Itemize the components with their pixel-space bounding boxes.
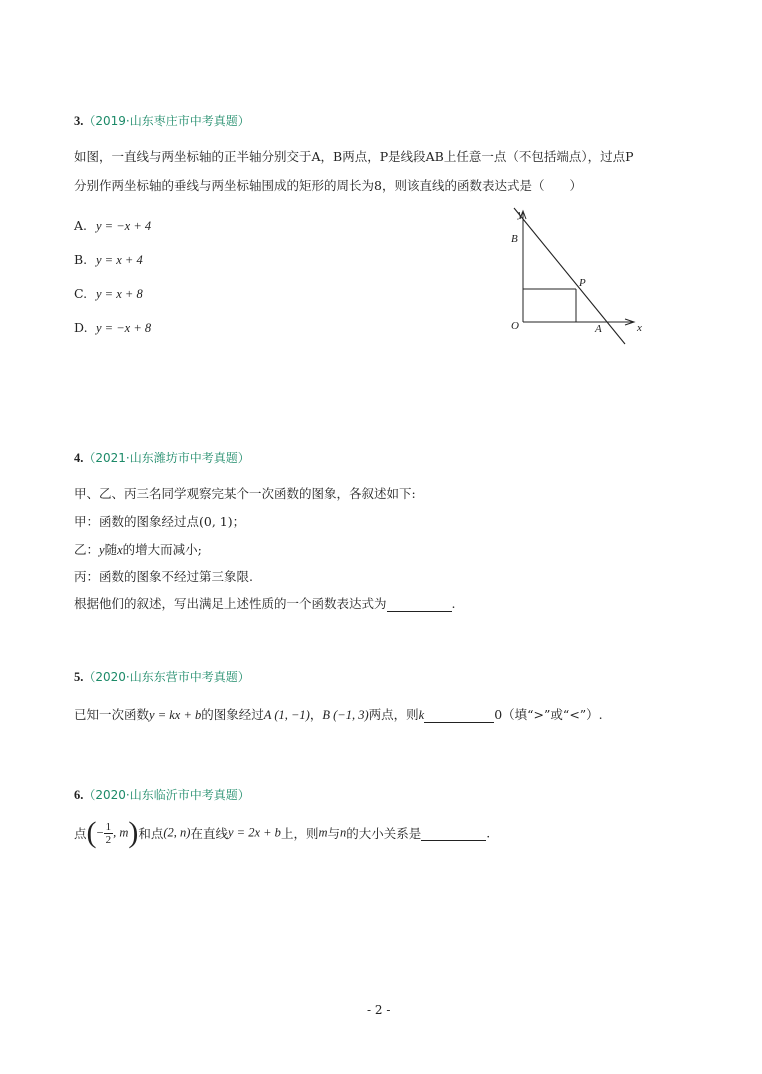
point-p-label: P [579,277,586,289]
q6-line-expr: y = 2x + b [227,825,281,840]
q6-paren-open: ( [86,816,97,849]
q5-text-c: 两点，则 [368,707,419,722]
q6-text-a: 点 [74,826,87,841]
q5-text-d: 0（填“>”或“<”）. [494,707,603,722]
option-letter: A. [74,218,88,233]
q6-frac-den: 2 [105,833,112,846]
q4-header [74,449,250,466]
q6-number: 6. [74,788,84,802]
q4-number: 4. [74,451,84,465]
q4-line3-end: 的增大而减小; [122,542,202,557]
q6-end: . [486,825,491,841]
origin-label: O [511,320,519,332]
q6-text-e: 与 [327,826,340,841]
y-axis-label: y [518,208,523,220]
q6-frac-num: 1 [105,820,112,833]
line-ab [514,208,625,344]
q6-text-b: 和点 [138,826,164,841]
q4-source: （2021·山东潍坊市中考真题） [83,451,250,465]
q6-line [74,818,490,848]
q3-header [74,112,250,129]
q5-expr: y = kx + b [149,708,202,722]
option-letter: D. [74,320,88,335]
q5-source: （2020·山东东营市中考真题） [83,670,250,684]
q4-line3-prefix: 乙： [74,542,100,557]
q3-stem-line2: 分别作两坐标轴的垂线与两坐标轴围成的矩形的周长为8，则该直线的函数表达式是（ ） [74,178,582,193]
q5-point-b: B (−1, 3) [322,708,369,722]
q4-line1: 甲、乙、丙三名同学观察完某个一次函数的图象，各叙述如下: [74,486,416,501]
point-b-label: B [511,233,518,245]
q6-frac-sign: − [96,825,104,840]
q6-fraction [104,821,114,846]
q4-line3 [74,540,202,558]
option-letter: C. [74,286,88,301]
var-y: y [99,543,105,557]
q4-line2: 甲：函数的图象经过点(0, 1)； [74,514,246,529]
q3-number: 3. [74,114,84,128]
q6-text-c: 在直线 [190,826,228,841]
q4-line3-mid: 随 [104,542,118,557]
q6-var-m: m [318,825,328,840]
q5-text-a: 已知一次函数 [74,707,150,722]
option-expr: y = x + 8 [96,287,143,301]
q4-line5 [74,594,456,612]
q6-header [74,786,250,803]
q4-line4: 丙：函数的图象不经过第三象限. [74,569,253,584]
option-expr: y = −x + 4 [96,219,152,233]
q5-answer-blank[interactable] [424,708,494,723]
q6-text-d: 上，则 [280,826,319,841]
option-expr: y = −x + 8 [96,321,152,335]
q5-number: 5. [74,670,84,684]
q6-answer-blank[interactable] [421,826,486,841]
q6-frac-m: , m [113,825,129,840]
q6-point2: (2, n) [163,825,191,840]
q5-text-b: 的图象经过 [201,707,264,722]
q3-option-c[interactable] [74,286,143,302]
q6-paren-close: ) [128,816,139,849]
q5-sep: ， [309,707,323,722]
q4-line5-end: . [451,596,456,611]
option-letter: B. [74,252,88,267]
q6-var-n: n [340,825,347,840]
q4-line5-text: 根据他们的叙述，写出满足上述性质的一个函数表达式为 [74,596,387,611]
q5-point-a: A (1, −1) [263,708,310,722]
point-a-label: A [595,323,602,335]
q3-source: （2019·山东枣庄市中考真题） [83,114,250,128]
q5-header [74,668,250,685]
q3-option-d[interactable] [74,320,151,336]
q3-stem-line1: 如图，一直线与两坐标轴的正半轴分别交于A，B两点，P是线段AB上任意一点（不包括端点），过点P [74,149,634,164]
option-expr: y = x + 4 [96,253,143,267]
q5-var-k: k [418,708,425,722]
q3-figure [500,205,650,350]
q3-option-b[interactable] [74,252,143,268]
q6-source: （2020·山东临沂市中考真题） [83,788,250,802]
q6-text-f: 的大小关系是 [346,826,422,841]
q5-line [74,705,603,723]
q4-answer-blank[interactable] [387,597,452,612]
q3-option-a[interactable] [74,218,151,234]
var-x: x [117,543,123,557]
x-axis-label: x [637,322,642,334]
page-number: - 2 - [367,1003,391,1017]
